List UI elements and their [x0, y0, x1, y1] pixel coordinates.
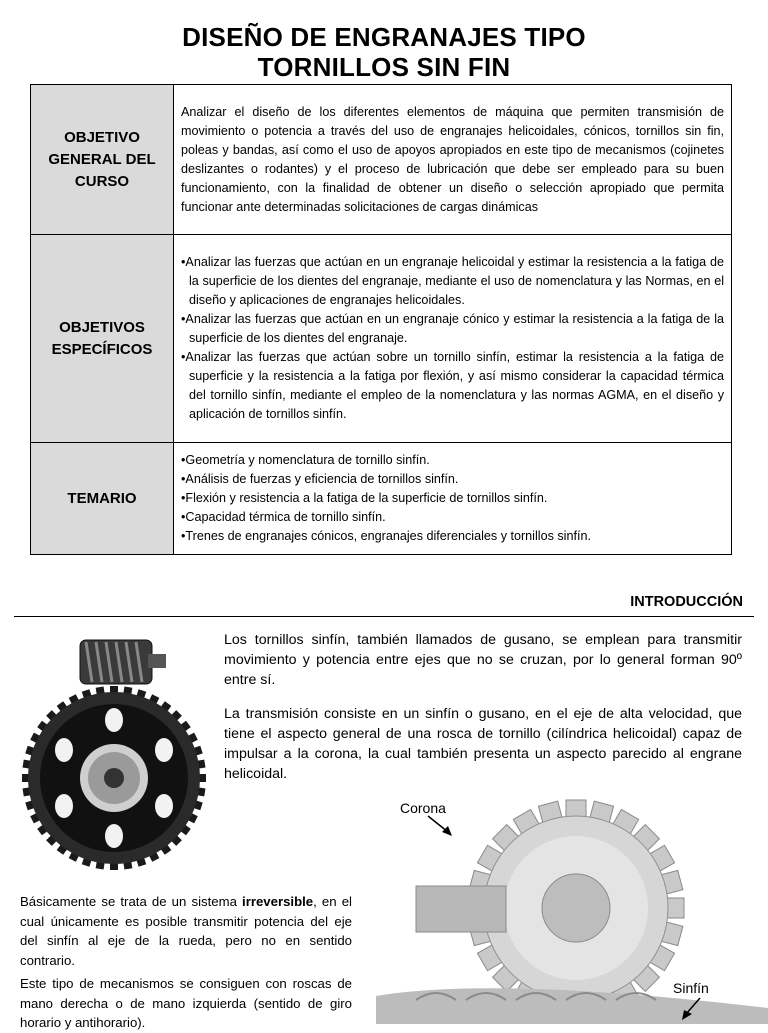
list-item: • Flexión y resistencia a la fatiga de la superficie de tornillos sinfín. [181, 489, 724, 508]
temario-label: TEMARIO [31, 443, 174, 555]
intro-divider [14, 616, 754, 617]
list-item: • Geometría y nomenclatura de tornillo sinfín. [181, 451, 724, 470]
objectives-table [30, 84, 732, 555]
irreversible-post: , en el cual únicamente es posible transmitir potencia del eje del sinfín al eje de la rueda, pero no en sentido contrario. [20, 894, 352, 968]
intro-paragraph-1: Los tornillos sinfín, también llamados de gusano, se emplean para transmitir movimiento y potencia entre ejes que no se cruzan, por lo general forman 90º entre sí. [224, 632, 742, 688]
table-row-general [31, 85, 732, 235]
intro-paragraph-4: Este tipo de mecanismos se consiguen con roscas de mano derecha o de mano izquierda (sentido de giro horario y antihorario). [20, 976, 352, 1030]
irreversible-pre: Básicamente se trata de un sistema [20, 894, 243, 909]
specific-objectives-list [174, 235, 732, 443]
sinfin-arrow [676, 996, 716, 1024]
intro-paragraph-2: La transmisión consiste en un sinfín o gusano, en el eje de alta velocidad, que tiene el aspecto general de una rosca de tornillo (cilíndrica helicoidal) capaz de impulsar a la corona, la cual también presenta un aspecto parecido al engrane helicoidal. [224, 706, 742, 782]
intro-paragraph-3 [20, 892, 352, 970]
list-item: • Analizar las fuerzas que actúan sobre un tornillo sinfín, estimar la resistencia a la fatiga de superficie y la resistencia a la fatiga por flexión, y así mismo considerar la capacidad térmica del tornillo sinfín, mediante el empleo de la nomenclatura y las normas AGMA, en el diseño y aplicación de tornillos sinfín. [181, 348, 724, 424]
worm-wheel-illustration [376, 786, 768, 1024]
general-objective-label: OBJETIVO GENERAL DEL CURSO [31, 85, 174, 235]
title-line-2: TORNILLOS SIN FIN [257, 52, 511, 82]
intro-heading: INTRODUCCIÓN [630, 594, 743, 610]
list-item: • Trenes de engranajes cónicos, engranajes diferenciales y tornillos sinfín. [181, 527, 724, 546]
temario-list [174, 443, 732, 555]
list-item: • Analizar las fuerzas que actúan en un engranaje cónico y estimar la resistencia a la fatiga de la superficie de los dientes del engranaje. [181, 310, 724, 348]
list-item: • Analizar las fuerzas que actúan en un engranaje helicoidal y estimar la resistencia a la fatiga de la superficie de los dientes del engranaje, mediante el uso de nomenclatura y las Normas, en el diseño y aplicaciones de engranajes helicoidales. [181, 253, 724, 310]
title-line-1: DISEÑO DE ENGRANAJES TIPO [182, 22, 586, 52]
list-item: • Capacidad térmica de tornillo sinfín. [181, 508, 724, 527]
irreversible-bold: irreversible [242, 894, 314, 909]
general-objective-text: Analizar el diseño de los diferentes elementos de máquina que permiten transmisión de movimiento o potencia a través del uso de engranajes helicoidales, cónicos, tornillos sin fin, poleas y bandas, así como el uso de apoyos apropiados en este tipo de mecanismos (cojinetes deslizantes o rodantes) y el proceso de lubricación que debe ser empleado para su buen funcionamiento, con la finalidad de obtener un diseño o selección apropiado que permita funcionar ante determinadas solicitaciones de cargas dinámicas [174, 85, 732, 235]
specific-objectives-label: OBJETIVOS ESPECÍFICOS [31, 235, 174, 443]
table-row-especificos [31, 235, 732, 443]
table-row-temario [31, 443, 732, 555]
list-item: • Análisis de fuerzas y eficiencia de tornillos sinfín. [181, 470, 724, 489]
page-title [0, 22, 768, 82]
corona-label: Corona [400, 800, 446, 816]
sinfin-label: Sinfín [673, 980, 709, 996]
worm-gear-photo [14, 628, 214, 878]
